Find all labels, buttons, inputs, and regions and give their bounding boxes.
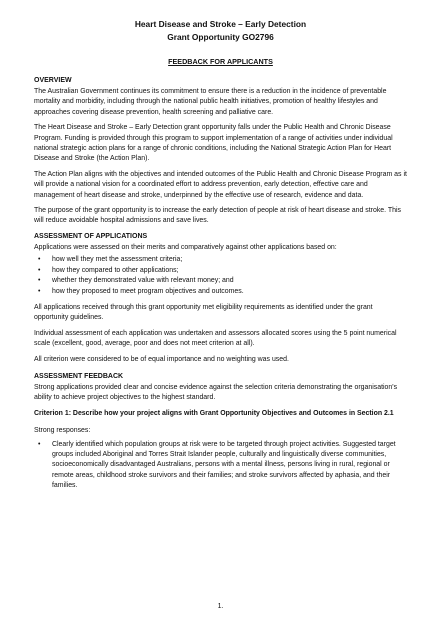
- overview-paragraph: The Action Plan aligns with the objectives and intended outcomes of the Public Health and Chronic Disease Program as it will provide a national vision for a coordinated effort to address prevention, early detection, effective care and management of heart disease and stroke, underpinned by the effective use of research, evidence and data.: [34, 170, 407, 199]
- assessment-heading: ASSESSMENT OF APPLICATIONS: [34, 232, 148, 240]
- list-item-text: whether they demonstrated value with relevant money; and: [52, 277, 234, 285]
- list-item: [38, 440, 407, 492]
- bullet-icon: •: [38, 277, 41, 285]
- strong-responses-label: Strong responses:: [34, 427, 91, 435]
- list-item-text: how they compared to other applications;: [52, 266, 179, 274]
- feedback-title: FEEDBACK FOR APPLICANTS: [168, 57, 273, 66]
- overview-paragraph: The Heart Disease and Stroke – Early Detection grant opportunity falls under the Public Health and Chronic Disease Program. Funding is provided through this program to support implementation of a range of activities under individual national strategic action plans for a range of chronic conditions, including the National Strategic Action Plan for Heart Disease and Stroke (the Action Plan).: [34, 124, 393, 163]
- document-title: Heart Disease and Stroke – Early Detection: [134, 19, 307, 29]
- list-item: [38, 287, 407, 297]
- assessment-paragraph: All criterion were considered to be of equal importance and no weighting was used.: [34, 355, 289, 363]
- feedback-intro: Strong applications provided clear and concise evidence against the selection criteria demonstrating the organisation's ability to achieve project objectives to the highest standard.: [34, 383, 398, 402]
- criterion-1-heading: Criterion 1: Describe how your project aligns with Grant Opportunity Objectives and Outcomes in Section 2.1: [34, 409, 394, 417]
- list-item: [38, 255, 407, 265]
- overview-heading: OVERVIEW: [34, 77, 72, 84]
- list-item-text: how well they met the assessment criteria;: [52, 256, 183, 264]
- assessment-paragraph: Individual assessment of each application was undertaken and assessors allocated scores using the 5 point numerical scale (excellent, good, average, poor and does not meet criterion at all).: [34, 329, 397, 348]
- page-number: 1.: [217, 603, 224, 610]
- feedback-heading: ASSESSMENT FEEDBACK: [34, 372, 124, 380]
- assessment-intro: Applications were assessed on their merits and comparatively against other applications based on:: [34, 243, 337, 251]
- overview-paragraph: The Australian Government continues its commitment to ensure there is a reduction in the incidence of preventable mortality and morbidity, including through the national public health initiatives, promotion of healthy lifestyles and approaches covering disease prevention, health screening and palliative care.: [34, 88, 387, 116]
- overview-paragraph: The purpose of the grant opportunity is to increase the early detection of people at risk of heart disease and stroke. This will reduce avoidable hospital admissions and save lives.: [34, 207, 402, 225]
- list-item-text: Clearly identified which population groups at risk were to be targeted through project activities. Suggested target groups included Aboriginal and Torres Strait Islander people, culturally and linguistically diverse communities, socioeconomically disadvantaged Australians, persons with a mental illness, persons living in rural, regional or remote areas, childhood stroke survivors and their families; and stroke survivors affected by aphasia, and their families.: [52, 440, 396, 490]
- bullet-icon: •: [38, 266, 41, 274]
- strong-responses-list: [34, 440, 407, 492]
- bullet-icon: •: [38, 256, 41, 264]
- list-item: [38, 266, 407, 276]
- bullet-icon: •: [38, 287, 41, 295]
- assessment-paragraph: All applications received through this grant opportunity met eligibility requirements as identified under the grant opportunity guidelines.: [34, 303, 373, 322]
- document-subtitle: Grant Opportunity GO2796: [167, 32, 274, 42]
- bullet-icon: •: [38, 440, 41, 448]
- assessment-criteria-list: [34, 255, 407, 297]
- list-item-text: how they proposed to meet program objectives and outcomes.: [52, 287, 244, 295]
- list-item: [38, 276, 407, 286]
